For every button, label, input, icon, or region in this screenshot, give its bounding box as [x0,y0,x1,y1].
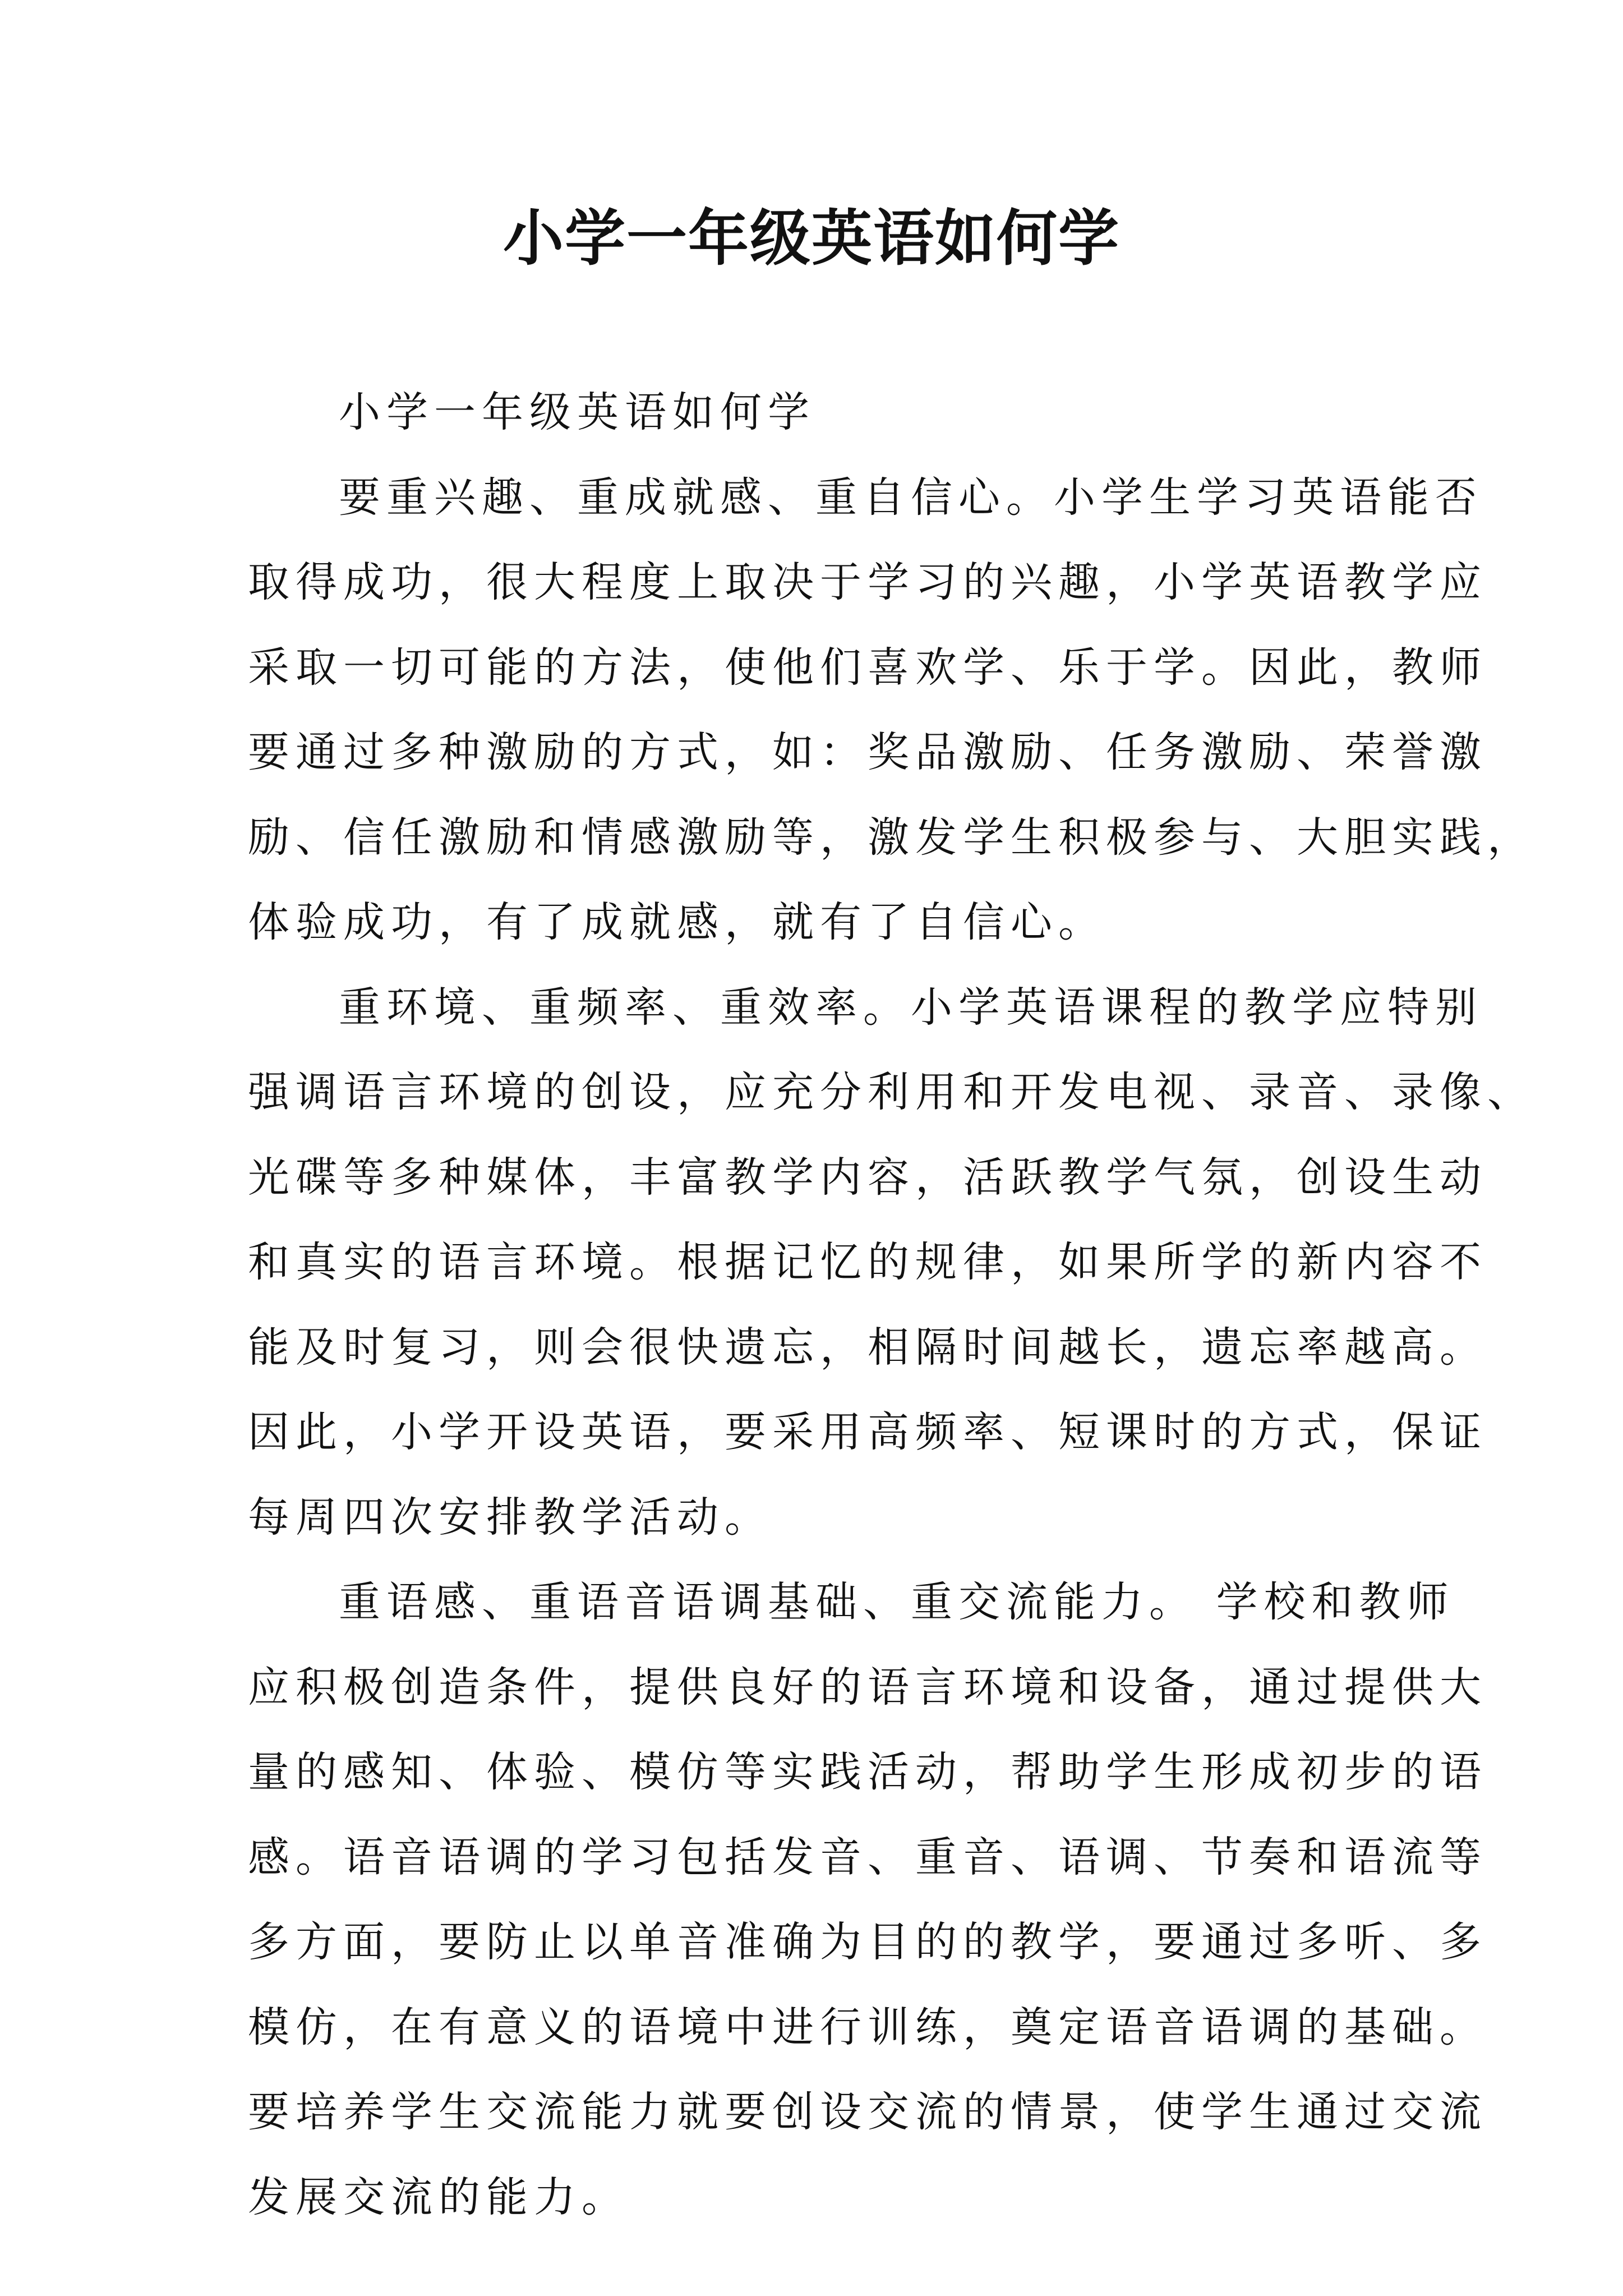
paragraph-line: 重语感、重语音语调基础、重交流能力。 学校和教师 [339,1578,1455,1626]
paragraph-line: 要通过多种激励的方式，如：奖品激励、任务激励、荣誉激 [248,728,1487,776]
paragraph-language-sense [248,1560,1487,2240]
paragraph-environment [248,965,1535,1561]
paragraph-line: 取得成功，很大程度上取决于学习的兴趣，小学英语教学应 [248,558,1487,606]
document-body [248,370,1535,2240]
paragraph-line: 因此，小学开设英语，要采用高频率、短课时的方式，保证 [248,1408,1487,1456]
paragraph-line: 要重兴趣、重成就感、重自信心。小学生学习英语能否 [339,473,1483,522]
paragraph-interest [248,455,1535,965]
paragraph-line: 体验成功，有了成就感，就有了自信心。 [248,898,1106,946]
paragraph-line: 强调语言环境的创设，应充分利用和开发电视、录音、录像、 [248,1068,1535,1116]
subtitle-line: 小学一年级英语如何学 [339,388,815,436]
document-title: 小学一年级英语如何学 [502,203,1120,274]
paragraph-line: 励、信任激励和情感激励等，激发学生积极参与、大胆实践， [248,813,1535,862]
paragraph-line: 能及时复习，则会很快遗忘，相隔时间越长，遗忘率越高。 [248,1323,1487,1372]
paragraph-line: 多方面，要防止以单音准确为目的的教学，要通过多听、多 [248,1918,1487,1966]
paragraph-line: 重环境、重频率、重效率。小学英语课程的教学应特别 [339,983,1483,1032]
paragraph-line: 发展交流的能力。 [248,2173,629,2221]
paragraph-line: 光碟等多种媒体，丰富教学内容，活跃教学气氛，创设生动 [248,1153,1487,1202]
paragraph-line: 每周四次安排教学活动。 [248,1493,772,1542]
paragraph-line: 量的感知、体验、模仿等实践活动，帮助学生形成初步的语 [248,1748,1487,1796]
paragraph-line: 要培养学生交流能力就要创设交流的情景，使学生通过交流 [248,2088,1487,2136]
paragraph-line: 采取一切可能的方法，使他们喜欢学、乐于学。因此，教师 [248,643,1487,692]
paragraph-line: 和真实的语言环境。根据记忆的规律，如果所学的新内容不 [248,1238,1487,1286]
paragraph-line: 感。语音语调的学习包括发音、重音、语调、节奏和语流等 [248,1833,1487,1881]
paragraph-line: 应积极创造条件，提供良好的语言环境和设备，通过提供大 [248,1663,1487,1711]
subtitle-paragraph [248,370,1409,455]
paragraph-line: 模仿，在有意义的语境中进行训练，奠定语音语调的基础。 [248,2003,1487,2051]
